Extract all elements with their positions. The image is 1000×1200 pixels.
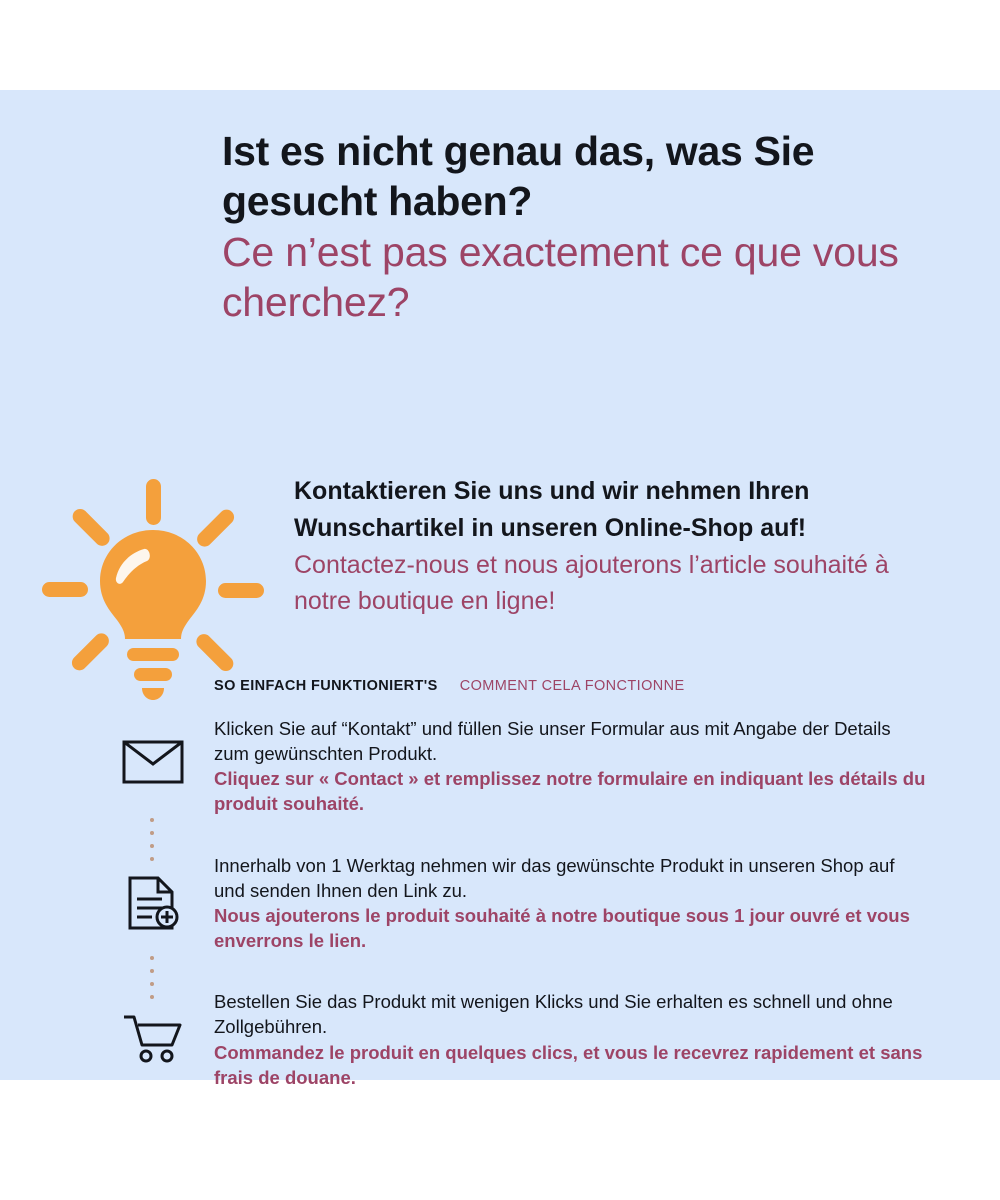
envelope-icon <box>122 738 184 794</box>
how-heading-german: SO EINFACH FUNKTIONIERT'S <box>214 678 438 694</box>
step-german: Klicken Sie auf “Kontakt” und füllen Sie unser Formular aus mit Angabe der Details zum gewünschten Produkt. <box>214 718 891 765</box>
step-french: Commandez le produit en quelques clics, et vous le recevrez rapidement et sans frais de douane. <box>214 1041 923 1088</box>
shopping-cart-icon <box>122 1011 184 1067</box>
step-text <box>214 853 926 954</box>
how-it-works-headings <box>214 678 954 694</box>
list-item <box>214 853 954 954</box>
headline-german: Ist es nicht genau das, was Sie gesucht haben? <box>222 128 815 225</box>
step-text <box>214 989 926 1090</box>
list-item <box>214 989 954 1090</box>
intro-french: Contactez-nous et nous ajouterons l’article souhaité à notre boutique en ligne! <box>294 550 889 616</box>
headline-french: Ce n’est pas exactement ce que vous cherchez? <box>222 228 899 326</box>
step-german: Bestellen Sie das Produkt mit wenigen Klicks und Sie erhalten es schnell und ohne Zollgebühren. <box>214 991 893 1038</box>
intro-german: Kontaktieren Sie uns und wir nehmen Ihren Wunschartikel in unseren Online-Shop auf! <box>294 477 810 542</box>
how-heading-french: COMMENT CELA FONCTIONNE <box>459 678 685 694</box>
intro-text-block <box>294 473 894 620</box>
promo-banner <box>0 90 1000 1088</box>
steps-list <box>214 716 954 1090</box>
list-item <box>214 716 954 817</box>
step-french: Cliquez sur « Contact » et remplissez notre formulaire en indiquant les détails du produit souhaité. <box>214 768 926 815</box>
step-connector-dots <box>150 956 154 999</box>
step-french: Nous ajouterons le produit souhaité à notre boutique sous 1 jour ouvré et vous enverrons le lien. <box>214 904 910 952</box>
how-it-works-section <box>214 678 954 1090</box>
step-text <box>214 716 926 817</box>
step-german: Innerhalb von 1 Werktag nehmen wir das gewünschte Produkt in unseren Shop auf und senden Ihnen den Link zu. <box>214 854 895 901</box>
step-connector-dots <box>150 818 154 861</box>
document-add-icon <box>122 875 184 931</box>
headline-block <box>222 126 932 328</box>
lightbulb-icon <box>38 475 268 705</box>
